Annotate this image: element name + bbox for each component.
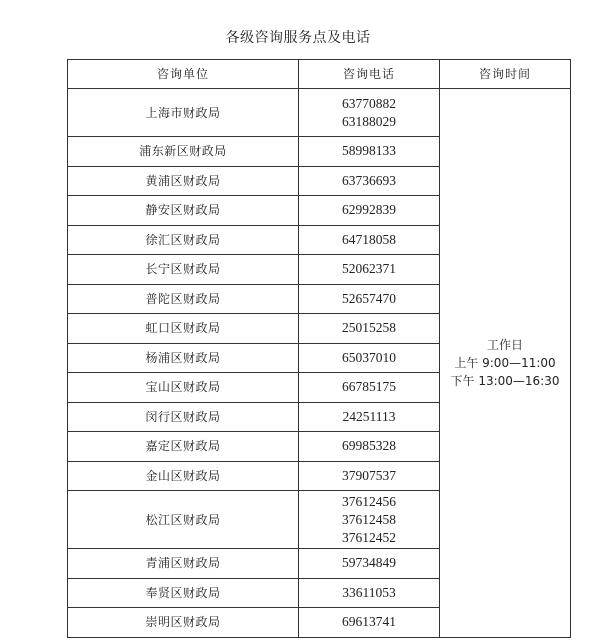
phone-number: 63770882 xyxy=(342,95,396,111)
unit-name-cell: 浦东新区财政局 xyxy=(68,137,299,167)
phone-number: 69613741 xyxy=(342,614,396,630)
table-row xyxy=(68,89,571,137)
unit-name-cell: 金山区财政局 xyxy=(68,461,299,491)
phone-cell xyxy=(299,343,440,373)
unit-name-cell: 松江区财政局 xyxy=(68,491,299,549)
phone-cell xyxy=(299,461,440,491)
unit-name-cell: 静安区财政局 xyxy=(68,196,299,226)
phone-cell xyxy=(299,255,440,285)
phone-cell xyxy=(299,402,440,432)
phone-number: 64718058 xyxy=(342,231,396,247)
table-body xyxy=(68,89,571,638)
phone-cell xyxy=(299,491,440,549)
phone-number: 62992839 xyxy=(342,202,396,218)
phone-number: 33611053 xyxy=(342,584,396,600)
hours-day: 工作日 xyxy=(486,337,523,352)
phone-number: 37612458 xyxy=(342,511,396,527)
phone-cell xyxy=(299,284,440,314)
phone-number: 37612456 xyxy=(342,493,396,509)
phone-cell xyxy=(299,608,440,638)
consultation-hours-cell xyxy=(440,89,571,638)
hours-afternoon: 下午 13:00—16:30 xyxy=(450,373,560,388)
unit-name-cell: 崇明区财政局 xyxy=(68,608,299,638)
unit-name-cell: 黄浦区财政局 xyxy=(68,166,299,196)
phone-number: 52657470 xyxy=(342,290,396,306)
unit-name-cell: 普陀区财政局 xyxy=(68,284,299,314)
phone-cell xyxy=(299,549,440,579)
phone-cell xyxy=(299,373,440,403)
phone-number: 69985328 xyxy=(342,438,396,454)
unit-name-cell: 奉贤区财政局 xyxy=(68,578,299,608)
phone-number: 63736693 xyxy=(342,172,396,188)
header-phone: 咨询电话 xyxy=(299,60,440,89)
phone-number: 65037010 xyxy=(342,349,396,365)
phone-number: 66785175 xyxy=(342,379,396,395)
phone-number: 63188029 xyxy=(342,113,396,129)
unit-name-cell: 虹口区财政局 xyxy=(68,314,299,344)
phone-number: 37612452 xyxy=(342,529,396,545)
unit-name-cell: 闵行区财政局 xyxy=(68,402,299,432)
phone-cell xyxy=(299,196,440,226)
unit-name-cell: 宝山区财政局 xyxy=(68,373,299,403)
phone-number: 24251113 xyxy=(342,408,396,424)
unit-name-cell: 上海市财政局 xyxy=(68,89,299,137)
unit-name-cell: 杨浦区财政局 xyxy=(68,343,299,373)
unit-name-cell: 嘉定区财政局 xyxy=(68,432,299,462)
unit-name-cell: 长宁区财政局 xyxy=(68,255,299,285)
header-hours: 咨询时间 xyxy=(440,60,571,89)
phone-cell xyxy=(299,578,440,608)
unit-name-cell: 青浦区财政局 xyxy=(68,549,299,579)
phone-number: 25015258 xyxy=(342,320,396,336)
phone-number: 52062371 xyxy=(342,261,396,277)
phone-cell xyxy=(299,432,440,462)
contact-table xyxy=(67,59,571,638)
page-title: 各级咨询服务点及电话 xyxy=(225,30,371,46)
unit-name-cell: 徐汇区财政局 xyxy=(68,225,299,255)
header-unit: 咨询单位 xyxy=(68,60,299,89)
phone-number: 59734849 xyxy=(342,555,396,571)
table-header-row xyxy=(68,60,571,89)
phone-cell xyxy=(299,89,440,137)
phone-cell xyxy=(299,137,440,167)
phone-number: 58998133 xyxy=(342,143,396,159)
phone-cell xyxy=(299,314,440,344)
phone-number: 37907537 xyxy=(342,467,396,483)
phone-cell xyxy=(299,166,440,196)
hours-morning: 上午 9:00—11:00 xyxy=(454,355,556,370)
phone-cell xyxy=(299,225,440,255)
